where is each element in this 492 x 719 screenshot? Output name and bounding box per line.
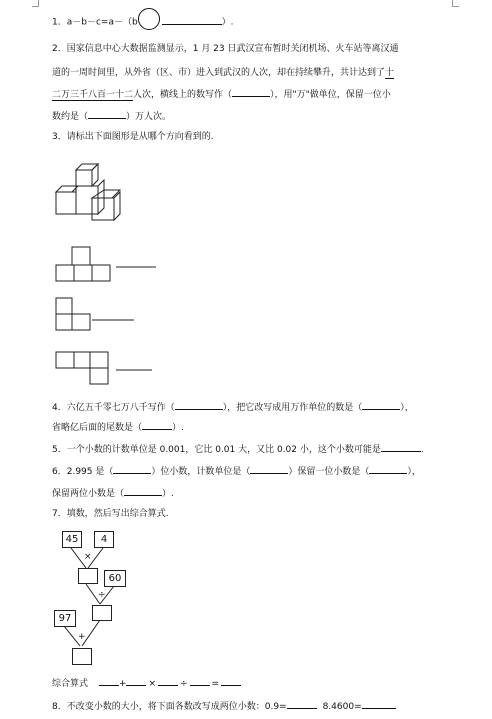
question-6-line-1 — [52, 464, 421, 478]
question-3 — [52, 131, 214, 143]
q3-text: 3．请标出下面图形是从哪个方向看到的. — [52, 132, 214, 142]
q2-blank-2[interactable] — [88, 109, 126, 119]
q2-underlined-number-b: 二万三千八百一十二 — [52, 90, 134, 100]
q7-formula-blank-5[interactable] — [221, 676, 241, 686]
q4-blank-2[interactable] — [362, 400, 400, 410]
q1-blank[interactable] — [162, 15, 222, 25]
q7-formula-op-a: + — [118, 679, 127, 689]
q7-formula-blank-4[interactable] — [190, 676, 210, 686]
q2-line4-text: 数约是（ — [52, 112, 89, 122]
q6-blank-2[interactable] — [250, 464, 288, 474]
q2-line1-text: 2．国家信息中心大数据监测显示，1 月 23 日武汉宣布暂时关闭机场、火车站等离汉通 — [52, 44, 399, 54]
view-shape-2 — [54, 296, 138, 332]
q4-line2-end: ）. — [172, 423, 184, 433]
q7-box-97: 97 — [54, 610, 76, 627]
q4-blank-1[interactable] — [175, 400, 223, 410]
q7-formula-blank-2[interactable] — [126, 676, 146, 686]
q8-blank-2[interactable] — [362, 699, 396, 709]
q7-result-box-2[interactable] — [92, 605, 112, 621]
q6-line1-text: 6．2.995 是（ — [52, 467, 114, 477]
view-shape-1 — [54, 245, 158, 283]
q2-line3-text: 人次，横线上的数写作（ — [133, 90, 233, 100]
q1-text: 1．a－b－c=a－（b — [52, 17, 138, 28]
q6-line2-end: ）. — [162, 489, 174, 499]
q7-text: 7．填数，然后写出综合算式. — [52, 509, 169, 519]
q7-formula-op-b: × — [148, 679, 156, 689]
q2-line2-text: 道的一周时间里，从外省（区、市）进入到武汉的人次，却在持续攀升，共计达到了 — [52, 68, 386, 78]
q7-result-box-1[interactable] — [78, 568, 98, 584]
q8-blank-1[interactable] — [287, 699, 317, 709]
question-8 — [52, 699, 396, 713]
q4-blank-3[interactable] — [142, 420, 172, 430]
q7-formula-line — [52, 676, 241, 690]
q8-text: 8．不改变小数的大小，将下面各数改写成两位小数：0.9= — [52, 702, 287, 712]
q7-connector-lines — [52, 528, 172, 668]
q7-formula-op-d: = — [211, 679, 220, 689]
q7-formula-op-c: ÷ — [179, 679, 188, 689]
q7-op-divide: ÷ — [98, 590, 106, 600]
q4-line1-mid: ），把它改写成用万作单位的数是（ — [222, 403, 363, 413]
q7-box-60: 60 — [104, 570, 126, 587]
view-shape-3 — [54, 350, 158, 386]
cube-figure-3d — [50, 158, 130, 222]
q7-formula-label: 综合算式 — [52, 679, 89, 689]
q6-line1-mid2: ）保留一位小数是（ — [288, 467, 370, 477]
q7-formula-blank-3[interactable] — [158, 676, 178, 686]
question-7 — [52, 508, 169, 520]
question-2-line-4 — [52, 109, 171, 123]
question-4-line-1 — [52, 400, 414, 414]
q7-formula-blank-1[interactable] — [99, 676, 119, 686]
q2-line3-end: ），用"万"做单位，保留一位小 — [270, 90, 391, 100]
question-6-line-2 — [52, 486, 174, 500]
q1-circle — [138, 8, 160, 30]
q6-line1-mid1: ）位小数，计数单位是（ — [151, 467, 251, 477]
q1-close: ）. — [221, 17, 234, 28]
q7-op-times: × — [84, 552, 92, 562]
q4-line1-end: ）， — [400, 403, 414, 413]
q7-box-4: 4 — [94, 531, 114, 548]
q6-line1-end: ）， — [407, 467, 421, 477]
q4-line2-text: 省略亿后面的尾数是（ — [52, 423, 143, 433]
q7-result-box-final[interactable] — [72, 648, 92, 665]
q7-op-plus: + — [78, 632, 86, 642]
q2-line4-end: ）万人次。 — [126, 112, 172, 122]
q6-blank-1[interactable] — [113, 464, 151, 474]
question-2-line-3 — [52, 87, 391, 101]
q6-blank-3[interactable] — [369, 464, 407, 474]
q6-blank-4[interactable] — [124, 486, 162, 496]
q7-box-45: 45 — [62, 531, 82, 548]
question-1 — [52, 14, 234, 30]
q5-end: . — [420, 445, 424, 455]
question-4-line-2 — [52, 420, 184, 434]
question-2-line-2 — [52, 67, 394, 79]
q2-blank-1[interactable] — [232, 87, 270, 97]
q4-line1-text: 4．六亿五千零七万八千写作（ — [52, 403, 175, 413]
q6-line2-text: 保留两位小数是（ — [52, 489, 125, 499]
q5-text: 5．一个小数的计数单位是 0.001，它比 0.01 大，又比 0.02 小，这个小数可能是 — [52, 445, 381, 455]
question-5 — [52, 442, 424, 456]
question-2-line-1 — [52, 43, 399, 55]
crop-mark-top-right — [452, 0, 459, 7]
q2-underlined-number-a: 十 — [385, 68, 395, 78]
q8-mid: 8.4600= — [322, 702, 362, 712]
q5-blank[interactable] — [381, 442, 421, 452]
q7-flow-diagram — [52, 528, 172, 668]
crop-mark-top-left — [32, 0, 39, 7]
